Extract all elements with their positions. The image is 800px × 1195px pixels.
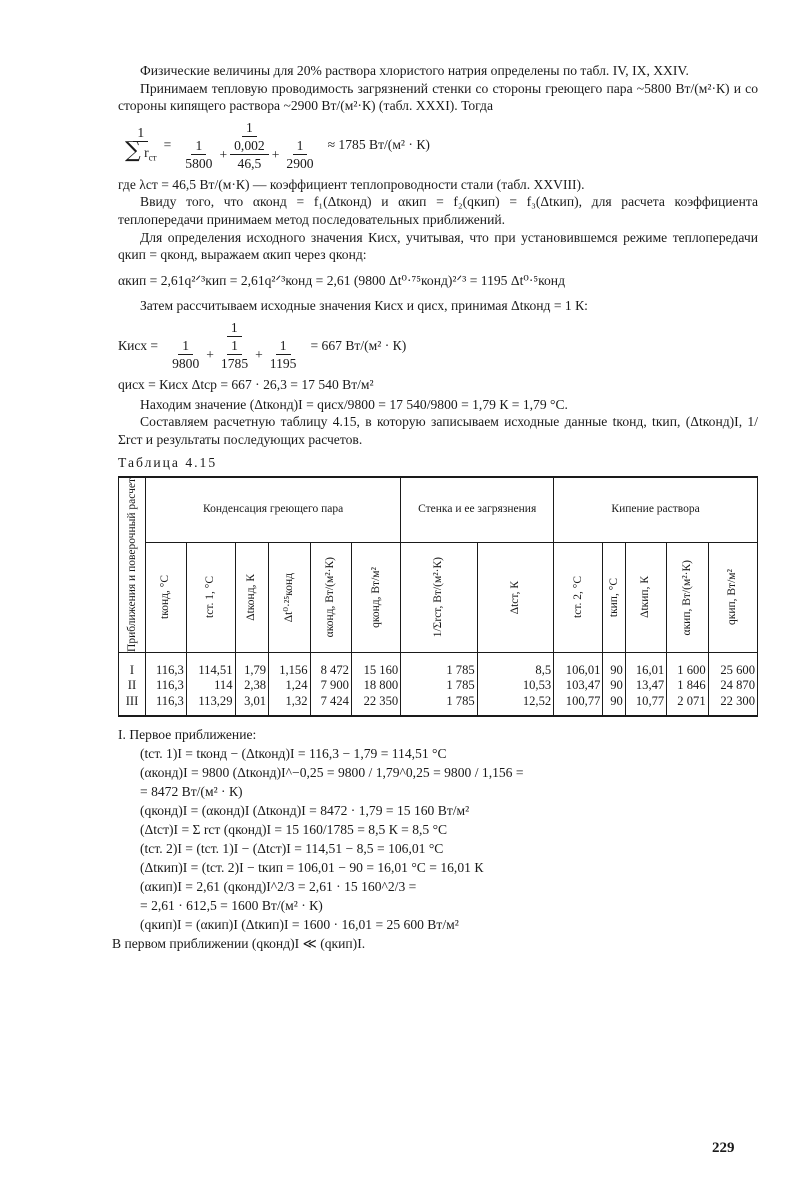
table-cell: 25 600 <box>708 652 757 678</box>
calc-title: I. Первое приближение: <box>118 727 257 743</box>
table-cell: 90 <box>603 652 625 678</box>
column-header: qкип, Вт/м² <box>708 542 757 652</box>
paragraph-8: Составляем расчетную таблицу 4.15, в которую записываем исходные данные tконд, tкип, (Δtконд)I, 1/Σrст и результаты последующих расчетов. <box>118 414 758 447</box>
column-header: Δt⁰·²⁵конд <box>269 542 310 652</box>
table-cell: 7 424 <box>310 694 351 717</box>
paragraph-4: Ввиду того, что αконд = f₁(Δtконд) и αкип = f₂(qкип) = f₃(Δtкип), для расчета коэффициента теплопередачи принимаем метод последовательных приближений. <box>118 194 758 227</box>
table-cell: 90 <box>603 678 625 694</box>
row-header: Приближения и поверочный расчет <box>119 477 146 652</box>
table-row <box>119 694 758 717</box>
table-cell: 114,51 <box>186 652 235 678</box>
equation-4: qисх = Кисх Δtср = 667 · 26,3 = 17 540 Вт/м² <box>118 376 374 392</box>
table-cell: 12,52 <box>477 694 553 717</box>
table-cell: 1 846 <box>667 678 708 694</box>
calc-line: (tст. 2)I = (tст. 1)I − (Δtст)I = 114,51 − 8,5 = 106,01 °С <box>140 841 444 857</box>
page-content <box>112 62 758 954</box>
paragraph-3: где λст = 46,5 Вт/(м·К) — коэффициент теплопроводности стали (табл. XXVIII). <box>118 176 585 192</box>
table-cell: 7 900 <box>310 678 351 694</box>
paragraph-2: Принимаем тепловую проводимость загрязнений стенки со стороны греющего пара ~5800 Вт/(м²·К) и со стороны кипящего раствора ~2900 Вт/(м²·К) (табл. XXXI). Тогда <box>118 80 758 114</box>
equation-1: $\frac{1}{\sum r_{ст}}$ = 1 $\frac{1}{5800}$ + $\frac{0,002}{46,5}$ + $\frac{1}{2900}$ ≈ 1785 Вт/(м² · К) <box>125 119 430 171</box>
column-header: 1/Σrст, Вт/(м²·К) <box>401 542 477 652</box>
calc-line: (qконд)I = (αконд)I (Δtконд)I = 8472 · 1,79 = 15 160 Вт/м² <box>140 803 470 819</box>
column-header: Δtст, К <box>477 542 553 652</box>
table-cell: 106,01 <box>554 652 603 678</box>
column-header: tст. 2, °С <box>554 542 603 652</box>
column-header: qконд, Вт/м² <box>351 542 400 652</box>
column-header: αкип, Вт/(м²·К) <box>667 542 708 652</box>
table-cell: 116,3 <box>146 652 187 678</box>
table-cell: 90 <box>603 694 625 717</box>
calculation-block <box>112 725 758 954</box>
table-cell: 18 800 <box>351 678 400 694</box>
table-cell: 1,79 <box>235 652 269 678</box>
group-condensation: Конденсация греющего пара <box>146 477 401 542</box>
table-cell: 100,77 <box>554 694 603 717</box>
table-cell: 3,01 <box>235 694 269 717</box>
paragraph-6: Затем рассчитываем исходные значения Кисх и qисх, принимая Δtконд = 1 К: <box>140 298 588 314</box>
table-cell: 103,47 <box>554 678 603 694</box>
table-caption: Таблица 4.15 <box>118 455 218 471</box>
table-cell: 10,53 <box>477 678 553 694</box>
table-cell: 2 071 <box>667 694 708 717</box>
paragraph-7: Находим значение (Δtконд)I = qисх/9800 = 17 540/9800 = 1,79 К = 1,79 °С. <box>140 396 568 412</box>
table-cell: 114 <box>186 678 235 694</box>
table-row <box>119 652 758 678</box>
paragraph-5: Для определения исходного значения Кисх, учитывая, что при установившемся режиме теплопередачи qкип = qконд, выражаем αкип через qконд: <box>118 229 758 263</box>
table-cell: 1 785 <box>401 694 477 717</box>
calc-line: = 8472 Вт/(м² · К) <box>140 784 243 800</box>
data-table <box>118 476 758 717</box>
column-header: Δtкип, К <box>625 542 666 652</box>
calc-line: (tст. 1)I = tконд − (Δtконд)I = 116,3 − 1,79 = 114,51 °С <box>140 746 447 762</box>
table-cell: 22 350 <box>351 694 400 717</box>
page-number: 229 <box>712 1140 735 1156</box>
row-label: III <box>119 694 146 717</box>
group-boiling: Кипение раствора <box>554 477 758 542</box>
calc-line: (αкип)I = 2,61 (qконд)I^2/3 = 2,61 · 15 160^2/3 = <box>140 879 417 895</box>
calc-line: = 2,61 · 612,5 = 1600 Вт/(м² · К) <box>140 898 323 914</box>
paragraph-1: Физические величины для 20% раствора хлористого натрия определены по табл. IV, IX, XXIV. <box>140 63 689 78</box>
column-header: tконд, °С <box>146 542 187 652</box>
column-header: tкип, °С <box>603 542 625 652</box>
row-label: I <box>119 652 146 678</box>
table-cell: 1 600 <box>667 652 708 678</box>
table-cell: 24 870 <box>708 678 757 694</box>
column-header: αконд, Вт/(м²·К) <box>310 542 351 652</box>
calc-conclusion: В первом приближении (qконд)I ≪ (qкип)I. <box>112 936 366 952</box>
table-cell: 113,29 <box>186 694 235 717</box>
table-cell: 22 300 <box>708 694 757 717</box>
table-cell: 116,3 <box>146 694 187 717</box>
table-cell: 116,3 <box>146 678 187 694</box>
calc-line: (qкип)I = (αкип)I (Δtкип)I = 1600 · 16,01 = 25 600 Вт/м² <box>140 917 459 933</box>
table-cell: 16,01 <box>625 652 666 678</box>
column-header: tст. 1, °С <box>186 542 235 652</box>
calc-line: (Δtкип)I = (tст. 2)I − tкип = 106,01 − 90 = 16,01 °С = 16,01 К <box>140 860 484 876</box>
table-cell: 8 472 <box>310 652 351 678</box>
table-cell: 10,77 <box>625 694 666 717</box>
table-cell: 1,24 <box>269 678 310 694</box>
table-cell: 1 785 <box>401 652 477 678</box>
table-cell: 1,32 <box>269 694 310 717</box>
table-cell: 8,5 <box>477 652 553 678</box>
calc-line: (αконд)I = 9800 (Δtконд)I^−0,25 = 9800 / 1,79^0,25 = 9800 / 1,156 = <box>140 765 524 781</box>
table-row <box>119 678 758 694</box>
table-cell: 1 785 <box>401 678 477 694</box>
row-label: II <box>119 678 146 694</box>
calc-line: (Δtст)I = Σ rст (qконд)I = 15 160/1785 = 8,5 К = 8,5 °С <box>140 822 448 838</box>
equation-2: αкип = 2,61q²ᐟ³кип = 2,61q²ᐟ³конд = 2,61 (9800 Δt⁰·⁷⁵конд)²ᐟ³ = 1195 Δt⁰·⁵конд <box>118 272 565 288</box>
column-header: Δtконд, К <box>235 542 269 652</box>
group-wall: Стенка и ее загрязнения <box>401 477 554 542</box>
equation-3: Кисх = 1 $\frac{1}{9800}$ + $\frac{1}{1785}$ + $\frac{1}{1195}$ = 667 Вт/(м² · К) <box>118 319 407 371</box>
table-cell: 13,47 <box>625 678 666 694</box>
table-cell: 2,38 <box>235 678 269 694</box>
table-cell: 1,156 <box>269 652 310 678</box>
table-cell: 15 160 <box>351 652 400 678</box>
